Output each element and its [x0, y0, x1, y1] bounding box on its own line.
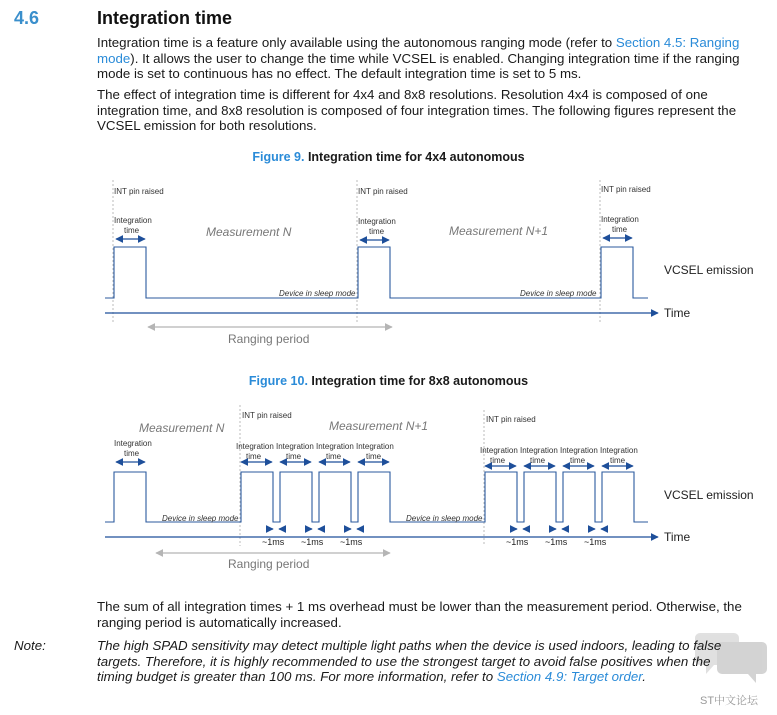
- figure10-number: Figure 10.: [248, 374, 308, 388]
- fig10-integration-labels: [114, 439, 638, 466]
- fig10-sleep-label-2: Device in sleep mode: [406, 514, 483, 523]
- fig10-integration-time-7: time: [530, 456, 546, 465]
- fig10-measurement-n: Measurement N: [139, 421, 225, 435]
- fig10-gap-label-6: ~1ms: [584, 537, 607, 547]
- fig10-integration-label-3: Integration: [276, 442, 314, 451]
- fig9-int-pin-2: INT pin raised: [358, 187, 408, 196]
- fig10-integration-time-4: time: [326, 452, 342, 461]
- fig10-time-label: Time: [664, 530, 691, 544]
- fig10-measurement-n1: Measurement N+1: [329, 419, 429, 433]
- fig10-integration-time-8: time: [570, 456, 586, 465]
- fig10-integration-label-2: Integration: [236, 442, 274, 451]
- link-section-4-9[interactable]: Section 4.9: Target order: [496, 669, 643, 685]
- fig10-int-pin-2: INT pin raised: [486, 415, 536, 424]
- fig9-ranging-label: Ranging period: [228, 332, 310, 346]
- fig9-measurement-n1: Measurement N+1: [449, 224, 549, 238]
- watermark-text: ST中文论坛: [700, 695, 759, 707]
- link-section-4-5[interactable]: Section 4.5: Ranging mode: [97, 35, 740, 66]
- fig10-gap-label-1: ~1ms: [262, 537, 285, 547]
- fig9-integration-time-2: time: [369, 227, 385, 236]
- figure9-title: Integration time for 4x4 autonomous: [307, 150, 525, 164]
- fig10-sleep-label-1: Device in sleep mode: [162, 514, 239, 523]
- note-text: [97, 638, 747, 685]
- fig10-integration-time-6: time: [490, 456, 506, 465]
- note-text-b: .: [642, 669, 646, 685]
- fig10-integration-label-8: Integration: [560, 446, 598, 455]
- fig10-integration-time-9: time: [610, 456, 626, 465]
- fig10-integration-label-6: Integration: [480, 446, 518, 455]
- figure9-diagram: [105, 180, 754, 346]
- fig10-int-pin-1: INT pin raised: [242, 411, 292, 420]
- fig10-integration-time-2: time: [246, 452, 262, 461]
- fig9-vcsel-label: VCSEL emission: [664, 263, 754, 277]
- figure9-number: Figure 9.: [252, 150, 305, 164]
- fig10-integration-label-1: Integration: [114, 439, 152, 448]
- fig9-integration-time-3: time: [612, 225, 628, 234]
- section-number: 4.6: [14, 8, 40, 28]
- fig10-ranging-label: Ranging period: [228, 557, 310, 571]
- fig9-integration-time-1: time: [124, 226, 140, 235]
- paragraph-intro-text-a: Integration time is a feature only available using the autonomous ranging mode (refer to: [97, 35, 616, 50]
- fig10-vcsel-label: VCSEL emission: [664, 488, 754, 502]
- fig9-int-pin-1: INT pin raised: [114, 187, 164, 196]
- fig10-gap-label-2: ~1ms: [301, 537, 324, 547]
- fig9-time-label: Time: [664, 306, 691, 320]
- paragraph-sum-note: The sum of all integration times + 1 ms overhead must be lower than the measurement period. Otherwise, the ranging period is automatically increased.: [97, 599, 742, 630]
- fig9-sleep-label-2: Device in sleep mode: [520, 289, 597, 298]
- note-label: Note:: [14, 638, 46, 653]
- fig10-integration-time-1: time: [124, 449, 140, 458]
- fig9-sleep-label-1: Device in sleep mode: [279, 289, 356, 298]
- fig9-integration-label-2: Integration: [358, 217, 396, 226]
- fig10-gap-label-4: ~1ms: [506, 537, 529, 547]
- fig10-integration-label-7: Integration: [520, 446, 558, 455]
- fig10-integration-time-5: time: [366, 452, 382, 461]
- fig9-int-pin-3: INT pin raised: [601, 185, 651, 194]
- fig10-gap-label-5: ~1ms: [545, 537, 568, 547]
- fig10-integration-label-4: Integration: [316, 442, 354, 451]
- paragraph-intro-text-b: ). It allows the user to change the time while VCSEL is enabled. Changing integration time if the ranging mode is set to continuous has no effect. The default integration time is set to 5 ms.: [97, 50, 740, 82]
- fig10-integration-label-5: Integration: [356, 442, 394, 451]
- fig10-integration-time-3: time: [286, 452, 302, 461]
- note-text-a: The high SPAD sensitivity may detect multiple light paths when the device is used indoors, leading to false targets. Therefore, it is highly recommended to use the strongest target to avoid false positives when the timing budget is greater than 100 ms. For more information, refer to: [97, 638, 722, 685]
- fig10-gap-markers: [262, 529, 607, 547]
- section-title: Integration time: [97, 8, 233, 28]
- figure10-diagram: [105, 405, 754, 571]
- fig10-gap-label-3: ~1ms: [340, 537, 363, 547]
- paragraph-resolutions: The effect of integration time is different for 4x4 and 8x8 resolutions. Resolution 4x4 is composed of one integration time, and 8x8 resolution is composed of four integration times. The following figures represent the VCSEL emission for both resolutions.: [97, 87, 737, 134]
- fig10-integration-label-9: Integration: [600, 446, 638, 455]
- fig9-measurement-n: Measurement N: [206, 225, 292, 239]
- figure10-title: Integration time for 8x8 autonomous: [311, 374, 529, 388]
- figure10-caption: [0, 374, 777, 388]
- fig9-integration-label-3: Integration: [601, 215, 639, 224]
- fig9-integration-label-1: Integration: [114, 216, 152, 225]
